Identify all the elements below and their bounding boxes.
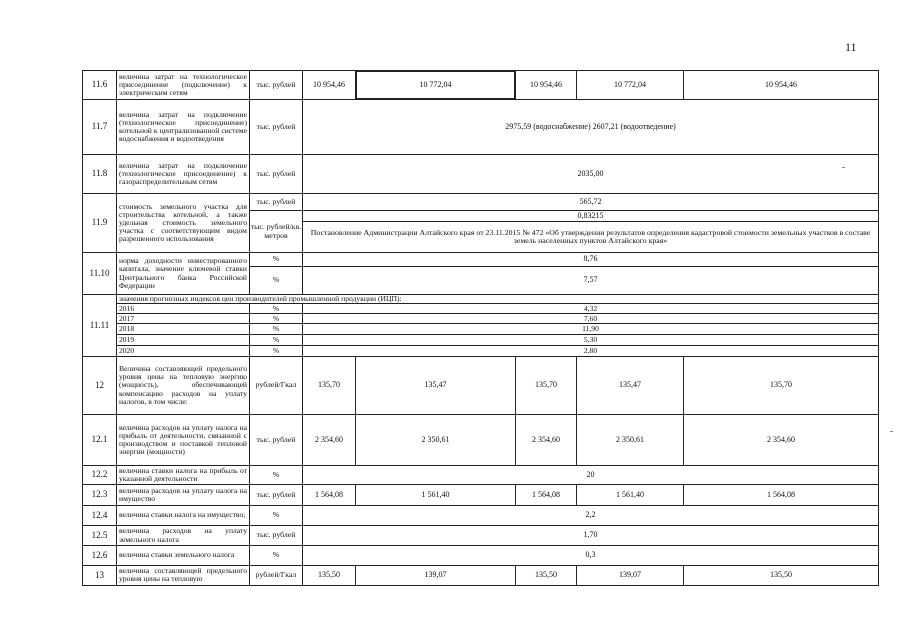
merged-value-cell: 0,83215 bbox=[302, 210, 879, 222]
row-number: 12.2 bbox=[82, 465, 117, 485]
row-unit: тыс. рублей bbox=[249, 484, 303, 506]
value-cell: 2 354,60 bbox=[302, 414, 356, 466]
merged-value-cell: 4,32 bbox=[302, 303, 879, 314]
merged-value-cell: Постановление Администрации Алтайского края от 23.11.2015 № 472 «Об утверждении результатов определения кадастровой стоимости земельных участков в составе земель населенных пунктов Алтайского края» bbox=[302, 221, 879, 253]
year-cell: 2018 bbox=[116, 323, 250, 335]
row-unit: рублей/Гкал bbox=[249, 565, 303, 586]
value-cell: 139,07 bbox=[576, 565, 684, 586]
merged-value-cell: 5,30 bbox=[302, 334, 879, 346]
row-unit: % bbox=[249, 505, 303, 526]
value-cell: 1 561,40 bbox=[355, 484, 516, 506]
row-description: величина затрат на подключение (технологическое присоединение) котельной к централизованной системе водоснабжения и водоотведения bbox=[116, 99, 250, 155]
row-unit: рублей/Гкал bbox=[249, 356, 303, 415]
merged-value-cell: 2035,00 bbox=[302, 154, 879, 194]
merged-value-cell: 2975,59 (водоснабжение) 2607,21 (водоотведение) bbox=[302, 99, 879, 155]
merged-value-cell: 2,2 bbox=[302, 505, 879, 526]
row-number: 12 bbox=[82, 356, 117, 415]
row-description: величина составляющей предельного уровня цены на тепловую bbox=[116, 565, 250, 586]
row-number: 12.5 bbox=[82, 525, 117, 546]
row-description: величина ставки земельного налога bbox=[116, 545, 250, 566]
row-number: 11.9 bbox=[82, 193, 117, 253]
value-cell: 135,47 bbox=[355, 356, 516, 415]
row-description: величина расходов на уплату земельного налога bbox=[116, 525, 250, 546]
row-number: 13 bbox=[82, 565, 117, 586]
value-cell: 10 954,46 bbox=[515, 70, 577, 100]
page-number: 11 bbox=[845, 40, 857, 54]
row-unit: тыс. рублей bbox=[249, 525, 303, 546]
value-cell: 2 354,60 bbox=[683, 414, 879, 466]
row-number: 11.6 bbox=[82, 70, 117, 100]
row-unit: тыс. рублей bbox=[249, 99, 303, 155]
row-unit: % bbox=[249, 323, 303, 335]
value-cell: 10 954,46 bbox=[683, 70, 879, 100]
row-unit: % bbox=[249, 252, 303, 267]
value-cell: 1 561,40 bbox=[576, 484, 684, 506]
row-description: величина затрат на подключение (технологическое присоединение) к газораспределительным сетям bbox=[116, 154, 250, 194]
row-unit: % bbox=[249, 313, 303, 324]
value-cell: 135,50 bbox=[515, 565, 577, 586]
year-cell: 2017 bbox=[116, 313, 250, 324]
row-unit: тыс. рублей bbox=[249, 154, 303, 194]
row-number: 12.4 bbox=[82, 505, 117, 526]
row-description: величина ставки налога на имущество; bbox=[116, 505, 250, 526]
row-number: 12.6 bbox=[82, 545, 117, 566]
value-cell: 2 354,60 bbox=[515, 414, 577, 466]
row-description: Величина составляющей предельного уровня цены на тепловую энергию (мощность), обеспечивающей компенсацию расходов на уплату налогов, в том числе: bbox=[116, 356, 250, 415]
row-unit: % bbox=[249, 334, 303, 346]
merged-value-cell: 2,80 bbox=[302, 345, 879, 357]
year-cell: 2016 bbox=[116, 303, 250, 314]
row-number: 11.11 bbox=[82, 294, 117, 357]
row-description: норма доходности инвестированного капитала, значение ключевой ставки Центрального банка Российской Федерации bbox=[116, 252, 250, 295]
row-unit: тыс. рублей/кв. метров bbox=[249, 210, 303, 253]
merged-value-cell: 0,3 bbox=[302, 545, 879, 566]
value-cell: 10 772,04 bbox=[576, 70, 684, 100]
value-cell: 1 564,08 bbox=[683, 484, 879, 506]
value-cell: 135,50 bbox=[302, 565, 356, 586]
row-unit: % bbox=[249, 345, 303, 357]
row-number: 11.8 bbox=[82, 154, 117, 194]
year-cell: 2020 bbox=[116, 345, 250, 357]
merged-value-cell: 7,60 bbox=[302, 313, 879, 324]
value-cell: 10 954,46 bbox=[302, 70, 356, 100]
value-cell: 135,50 bbox=[683, 565, 879, 586]
value-cell: 2 350,61 bbox=[355, 414, 516, 466]
row-unit: тыс. рублей bbox=[249, 70, 303, 100]
merged-value-cell: 20 bbox=[302, 465, 879, 485]
merged-value-cell: 11,90 bbox=[302, 323, 879, 335]
value-cell: 135,70 bbox=[515, 356, 577, 415]
value-cell: 10 772,04 bbox=[355, 70, 516, 100]
row-number: 12.1 bbox=[82, 414, 117, 466]
row-unit: тыс. рублей bbox=[249, 414, 303, 466]
row-description: величина расходов на уплату налога на прибыль от деятельности, связанной с производством и поставкой тепловой энергии (мощности) bbox=[116, 414, 250, 466]
row-number: 11.10 bbox=[82, 252, 117, 295]
value-cell: 2 350,61 bbox=[576, 414, 684, 466]
merged-value-cell: 565,72 bbox=[302, 193, 879, 211]
value-cell: 135,47 bbox=[576, 356, 684, 415]
row-description: величина расходов на уплату налога на имущество bbox=[116, 484, 250, 506]
ipp-header: значения прогнозных индексов цен производителей промышленной продукции (ИЦП): bbox=[116, 294, 879, 304]
row-unit: тыс. рублей bbox=[249, 193, 303, 211]
row-number: 11.7 bbox=[82, 99, 117, 155]
scan-speck bbox=[890, 431, 893, 432]
year-cell: 2019 bbox=[116, 334, 250, 346]
row-description: величина затрат на технологическое присоединение (подключение) к электрическим сетям bbox=[116, 70, 250, 100]
row-description: стоимость земельного участка для строительства котельной, а также удельная стоимость земельного участка с соответствующим видом разрешенного использования bbox=[116, 193, 250, 253]
value-cell: 135,70 bbox=[683, 356, 879, 415]
value-cell: 1 564,08 bbox=[515, 484, 577, 506]
value-cell: 135,70 bbox=[302, 356, 356, 415]
merged-value-cell: 8,76 bbox=[302, 252, 879, 267]
row-unit: % bbox=[249, 545, 303, 566]
merged-value-cell: 7,57 bbox=[302, 266, 879, 295]
scan-speck bbox=[842, 167, 845, 168]
merged-value-cell: 1,70 bbox=[302, 525, 879, 546]
row-unit: % bbox=[249, 266, 303, 295]
row-number: 12.3 bbox=[82, 484, 117, 506]
row-unit: % bbox=[249, 303, 303, 314]
value-cell: 1 564,08 bbox=[302, 484, 356, 506]
row-unit: % bbox=[249, 465, 303, 485]
value-cell: 139,07 bbox=[355, 565, 516, 586]
row-description: величина ставки налога на прибыль от указанной деятельности bbox=[116, 465, 250, 485]
